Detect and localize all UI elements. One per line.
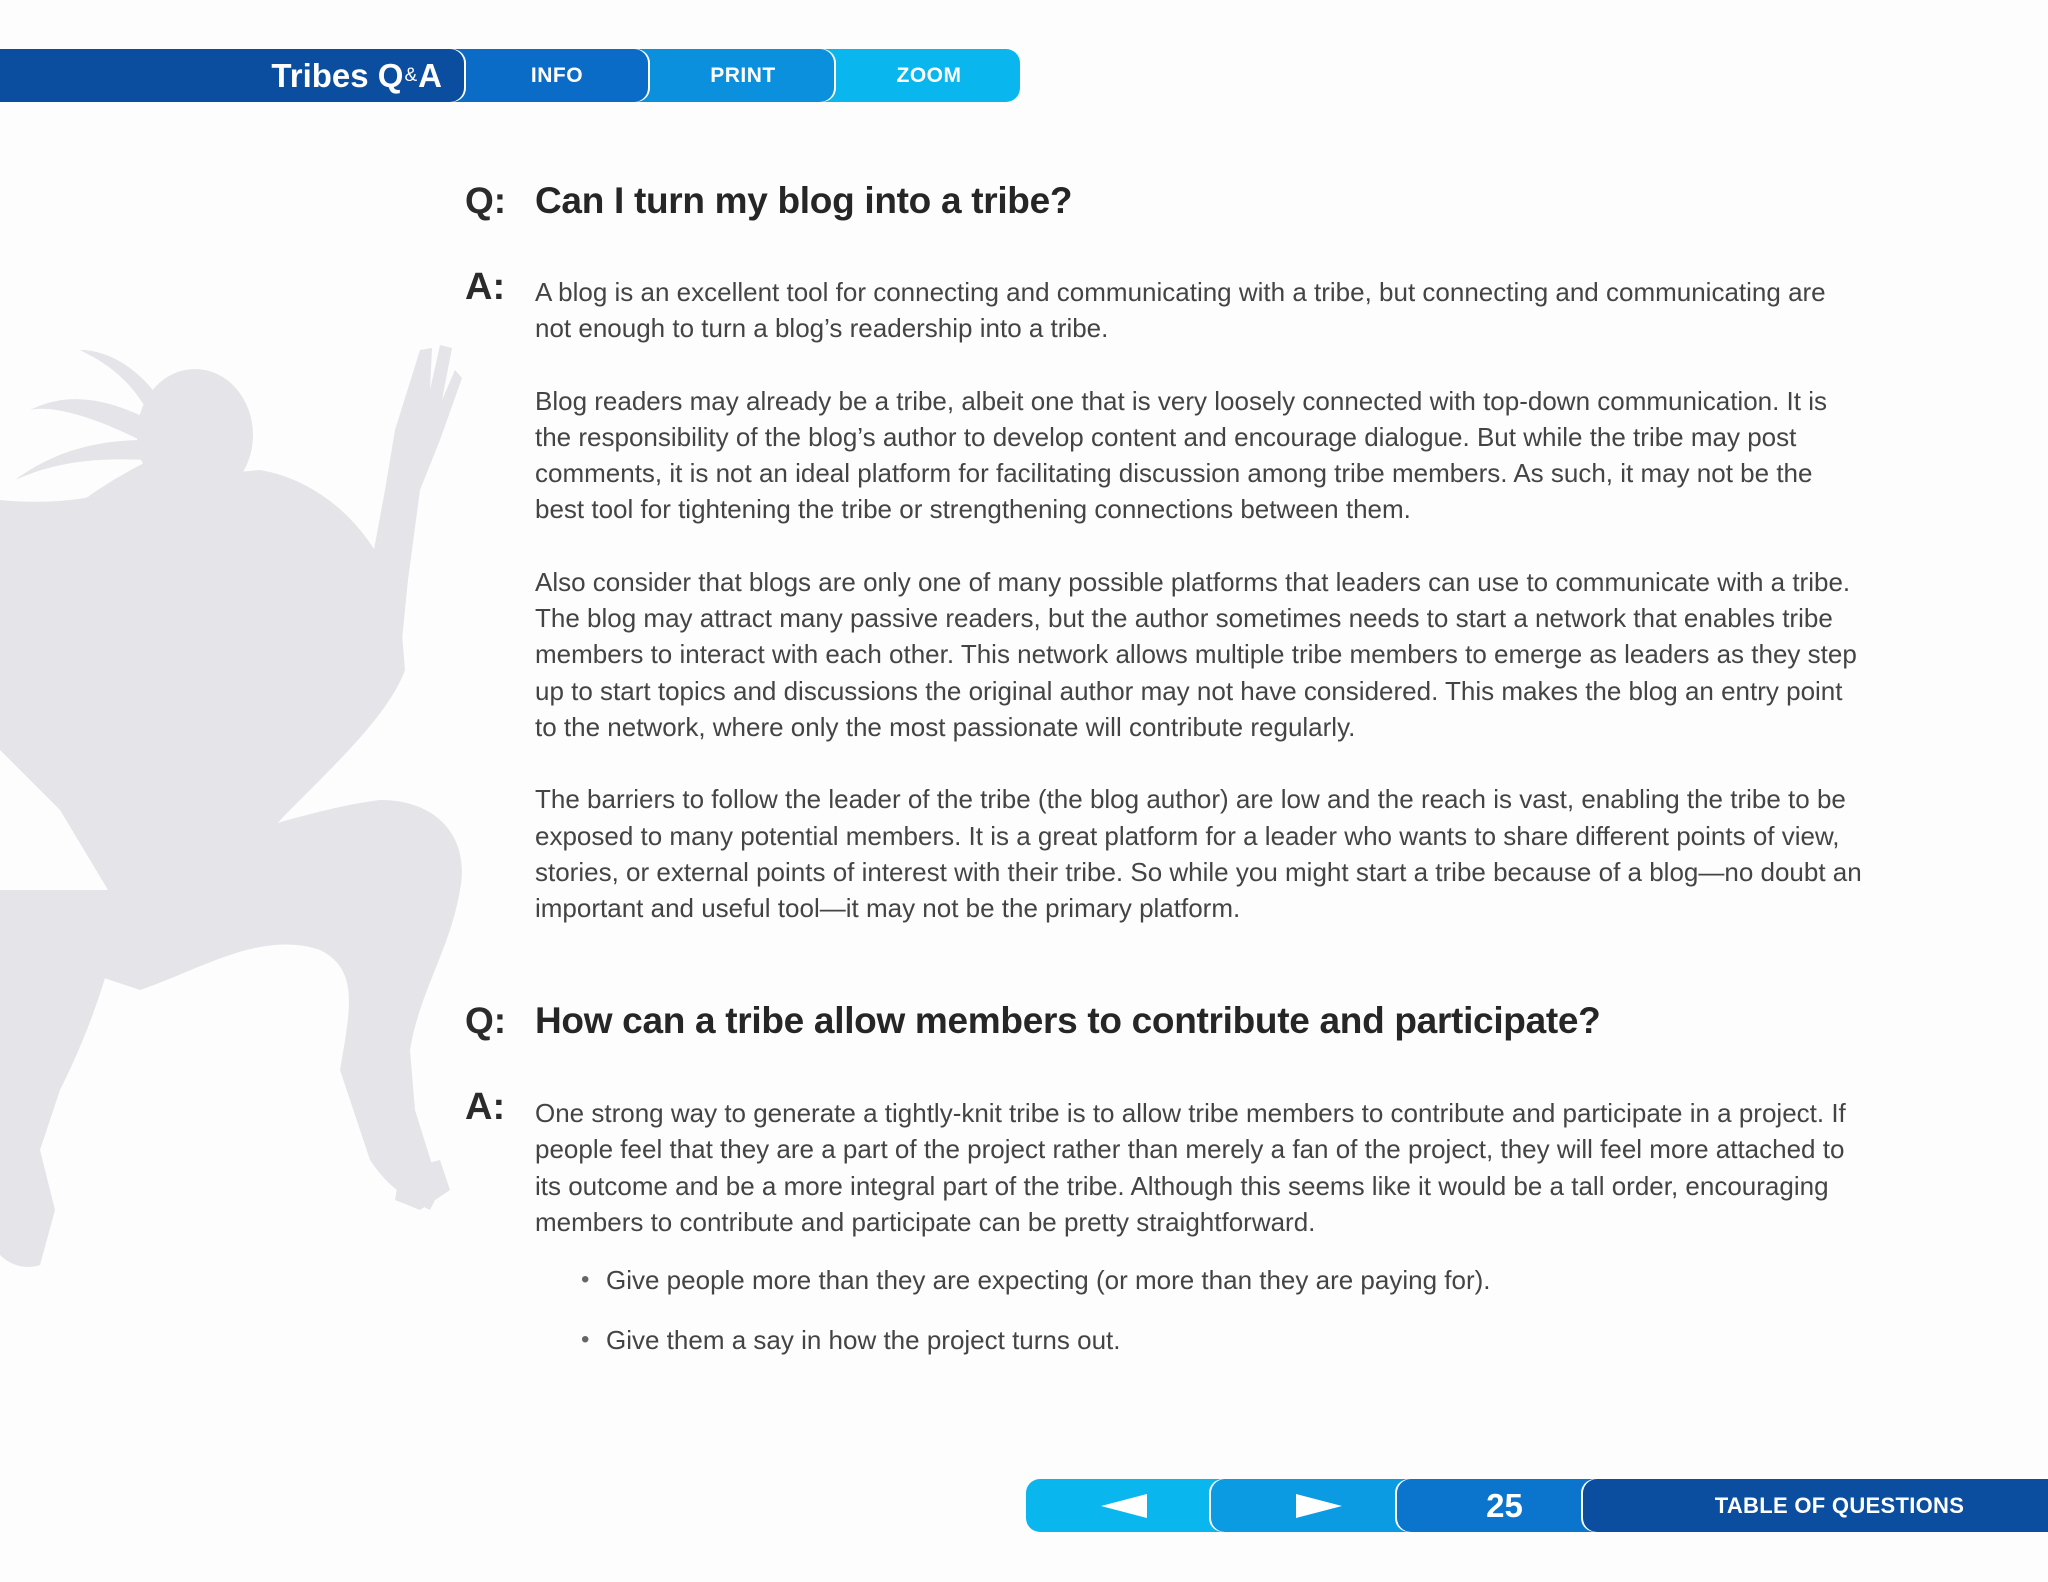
arrow-left-icon	[1101, 1494, 1147, 1518]
brand-end: A	[418, 56, 442, 94]
top-navigation	[0, 49, 1022, 102]
answer-paragraph: One strong way to generate a tightly-knit tribe is to allow tribe members to contribute and participate in a project. If people feel that they are a part of the project rather than merely a fan of the project, they will feel more attached to its outcome and be a more integral part of the tribe. Although this seems like it would be a tall order, encouraging members to contribute and participate can be pretty straightforward.	[535, 1098, 1846, 1237]
answer-body	[535, 1095, 1865, 1383]
question-marker: Q:	[465, 1000, 507, 1041]
list-item	[581, 1322, 1865, 1358]
bottom-navigation	[1026, 1479, 2048, 1532]
bullet-icon: •	[581, 1266, 590, 1294]
info-tab[interactable]: INFO	[448, 49, 648, 102]
answer-marker: A:	[465, 266, 506, 308]
list-item	[581, 1262, 1865, 1298]
question-title: How can a tribe allow members to contribute and participate?	[535, 1000, 1601, 1041]
list-item-text: Give them a say in how the project turns out.	[606, 1325, 1121, 1356]
page-number: 25	[1397, 1479, 1612, 1532]
answer-marker: A:	[465, 1086, 506, 1128]
jumping-person-silhouette	[0, 330, 480, 1280]
answer-paragraph: A blog is an excellent tool for connecting and communicating with a tribe, but connecting and communicating are not enough to turn a blog’s readership into a tribe.	[535, 277, 1826, 344]
answer-paragraph: Also consider that blogs are only one of many possible platforms that leaders can use to communicate with a tribe. The blog may attract many passive readers, but the author sometimes needs to start a network that enables tribe members to interact with each other. This network allows multiple tribe members to emerge as leaders as they step up to start topics and discussions the original author may not have considered. This makes the blog an entry point to the network, where only the most passionate will contribute regularly.	[535, 566, 1857, 742]
answer-paragraph: The barriers to follow the leader of the tribe (the blog author) are low and the reach is vast, enabling the tribe to be exposed to many potential members. It is a great platform for a leader who wants to share different points of view, stories, or external points of interest with their tribe. So while you might start a tribe because of a blog—no doubt an important and useful tool—it may not be the primary platform.	[535, 784, 1862, 924]
arrow-right-icon	[1296, 1494, 1342, 1518]
bullet-icon: •	[581, 1326, 590, 1354]
answer-bullet-list	[535, 1262, 1865, 1359]
brand-title	[0, 49, 464, 102]
zoom-tab[interactable]: ZOOM	[820, 49, 1020, 102]
answer-body	[535, 274, 1865, 962]
print-tab[interactable]: PRINT	[634, 49, 834, 102]
table-of-questions-button[interactable]: TABLE OF QUESTIONS	[1583, 1479, 2048, 1532]
answer-paragraph: Blog readers may already be a tribe, albeit one that is very loosely connected with top-down communication. It is the responsibility of the blog’s author to develop content and encourage dialogue. But while the tribe may post comments, it is not an ideal platform for facilitating discussion among tribe members. As such, it may not be the best tool for tightening the tribe or strengthening connections between them.	[535, 385, 1828, 525]
question-marker: Q:	[465, 180, 507, 221]
next-page-button[interactable]	[1211, 1479, 1426, 1532]
brand-main: Tribes Q	[271, 56, 404, 94]
previous-page-button[interactable]	[1026, 1479, 1241, 1532]
brand-amp: &	[404, 64, 418, 86]
list-item-text: Give people more than they are expecting (or more than they are paying for).	[606, 1265, 1491, 1296]
question-title: Can I turn my blog into a tribe?	[535, 180, 1073, 221]
